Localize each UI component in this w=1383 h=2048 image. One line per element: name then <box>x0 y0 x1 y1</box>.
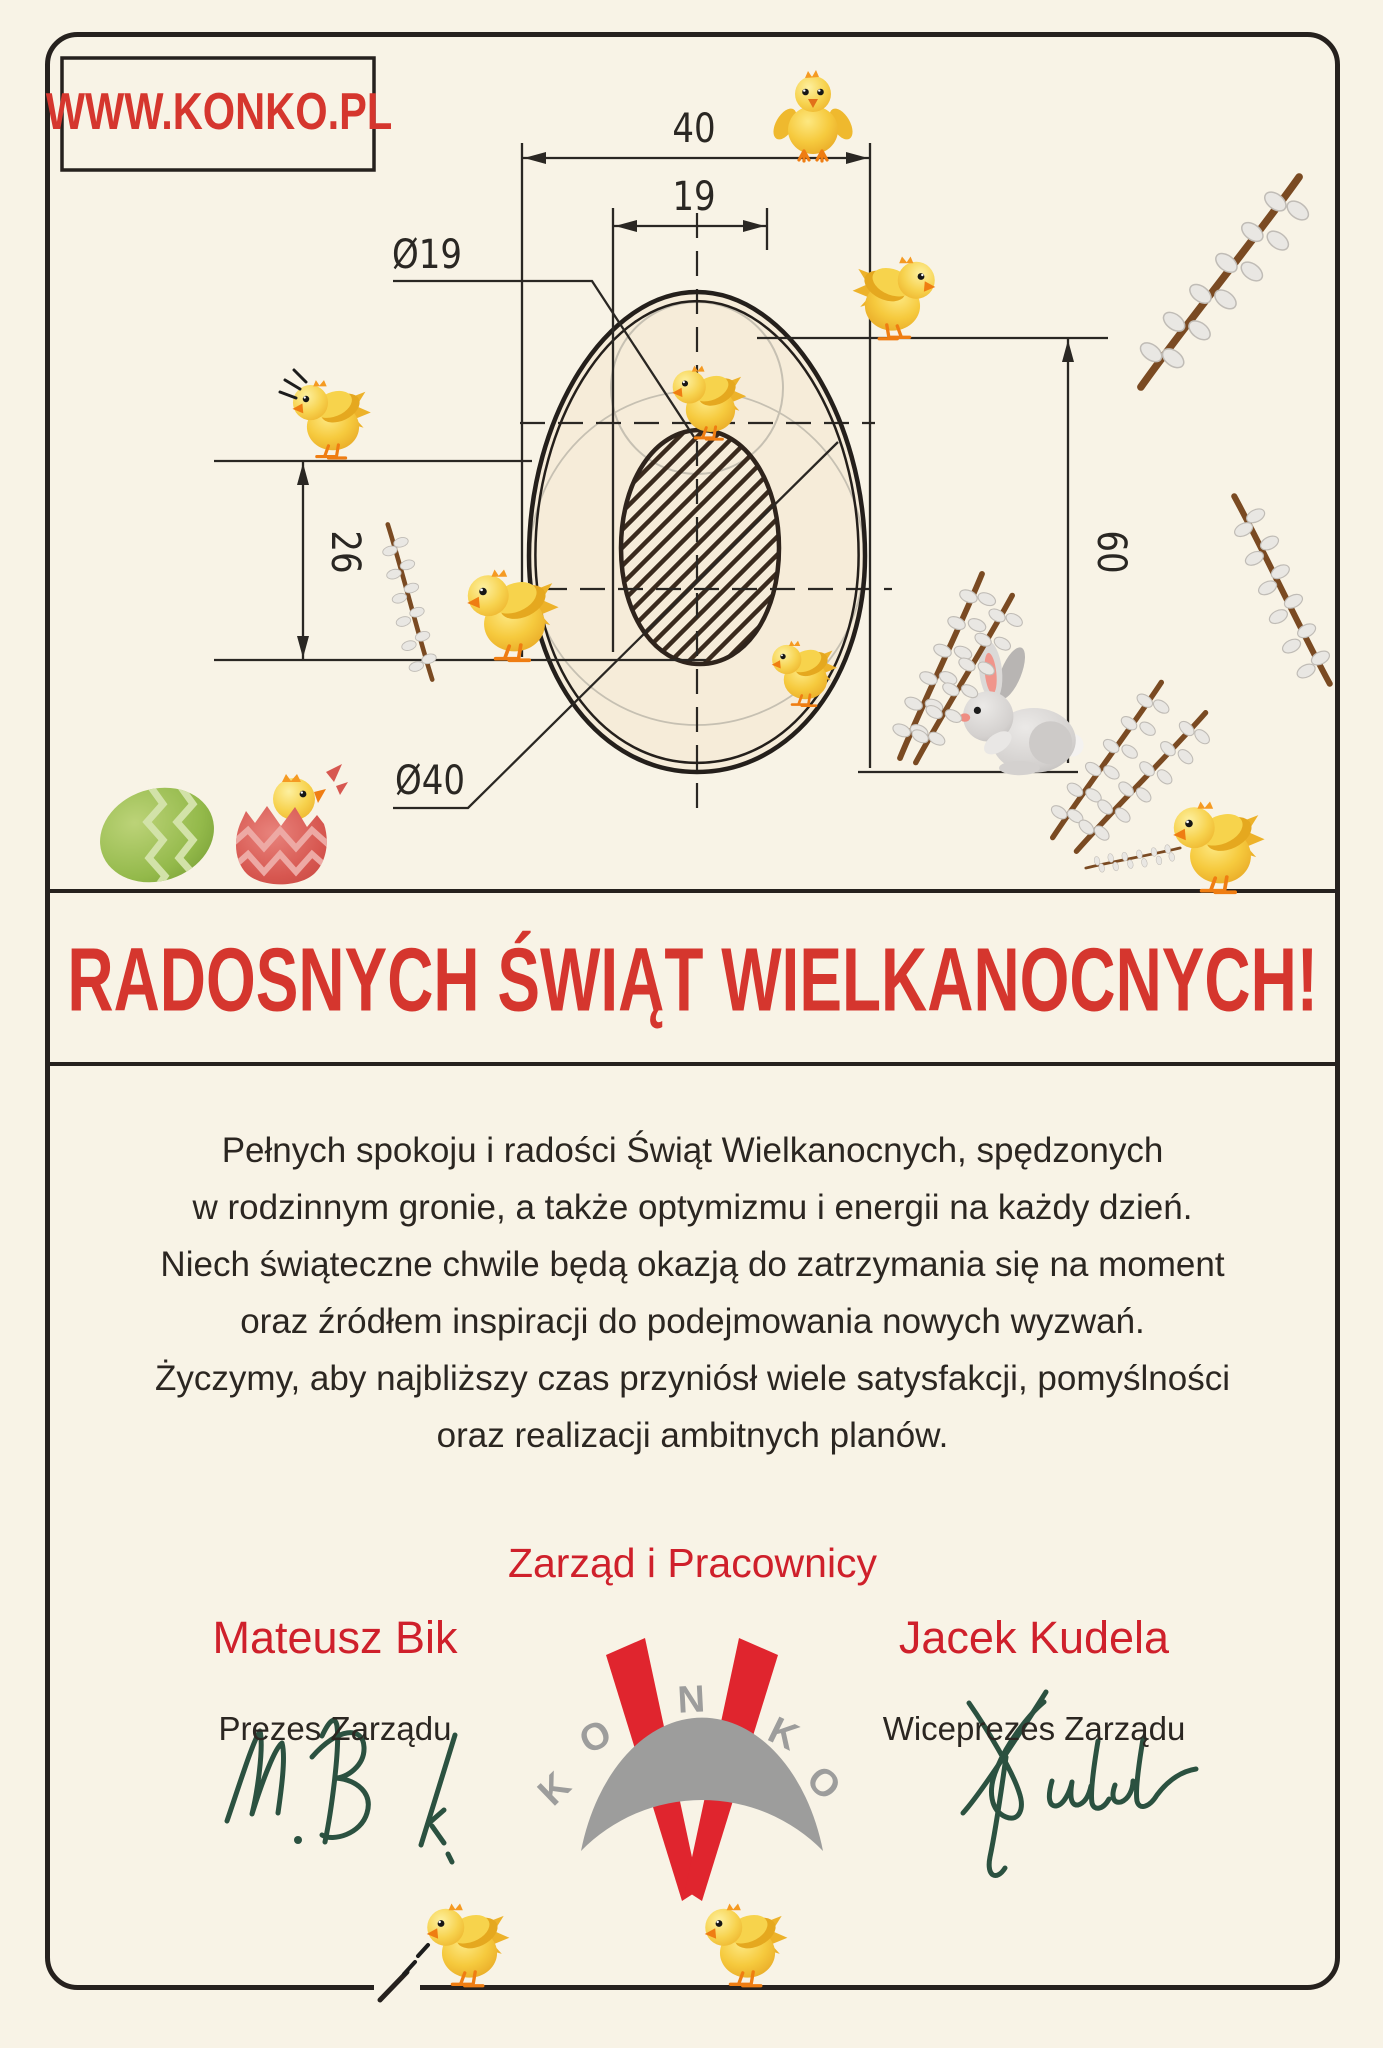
hatched-core <box>621 430 779 664</box>
wishes-line: Pełnych spokoju i radości Świąt Wielkanocnych, spędzonych <box>221 1131 1164 1170</box>
wishes-paragraph <box>45 1122 1340 1464</box>
chick-icon <box>427 1904 510 1986</box>
dim-diameter-large: Ø40 <box>394 757 466 804</box>
signoff-heading: Zarząd i Pracownicy <box>507 1540 878 1586</box>
willow-branch-icon <box>1186 496 1375 689</box>
easter-egg-red-cracked-icon <box>230 764 348 884</box>
chick-icon <box>853 257 936 339</box>
signer-left-title: Prezes Zarządu <box>218 1710 452 1747</box>
logo-letter: O <box>572 1711 619 1763</box>
logo-letter: N <box>676 1678 707 1722</box>
chick-icon <box>705 1904 788 1986</box>
chick-icon <box>293 380 371 458</box>
logo-letter: K <box>530 1764 580 1815</box>
signer-left-name: Mateusz Bik <box>212 1612 458 1663</box>
wishes-line: oraz realizacji ambitnych planów. <box>436 1416 949 1455</box>
logo-letter: O <box>798 1757 849 1809</box>
signer-right-title: Wiceprezes Zarządu <box>882 1710 1186 1747</box>
chick-icon <box>769 70 858 161</box>
logo-letter: K <box>761 1709 805 1760</box>
banner <box>45 898 1340 1064</box>
dim-height-right: 60 <box>1088 530 1135 574</box>
dim-diameter-small: Ø19 <box>391 231 463 278</box>
signer-right <box>864 1612 1204 1748</box>
wishes-line: Życzymy, aby najbliższy czas przyniósł wiele satysfakcji, pomyślności <box>155 1359 1230 1398</box>
chick-icon <box>1173 801 1264 892</box>
signer-left <box>165 1612 505 1748</box>
signer-right-name: Jacek Kudela <box>898 1612 1170 1663</box>
wishes-line: oraz źródłem inspiracji do podejmowania nowych wyzwań. <box>240 1302 1145 1341</box>
wishes-line: w rodzinnym gronie, a także optymizmu i energii na każdy dzień. <box>192 1188 1193 1227</box>
konko-logo <box>530 1638 848 1901</box>
wishes-line: Niech świąteczne chwile będą okazją do zatrzymania się na moment <box>160 1245 1225 1284</box>
willow-branch-icon <box>1115 176 1333 387</box>
easter-egg-green-icon <box>88 773 227 896</box>
dim-width-inner: 19 <box>672 173 716 220</box>
dim-width-outer: 40 <box>672 105 716 152</box>
banner-title: RADOSNYCH ŚWIĄT WIELKANOCNYCH! <box>67 930 1318 1031</box>
website-label: WWW.KONKO.PL <box>45 81 393 141</box>
dim-height-left: 26 <box>322 530 369 574</box>
peck-crumbs <box>404 1945 428 1974</box>
